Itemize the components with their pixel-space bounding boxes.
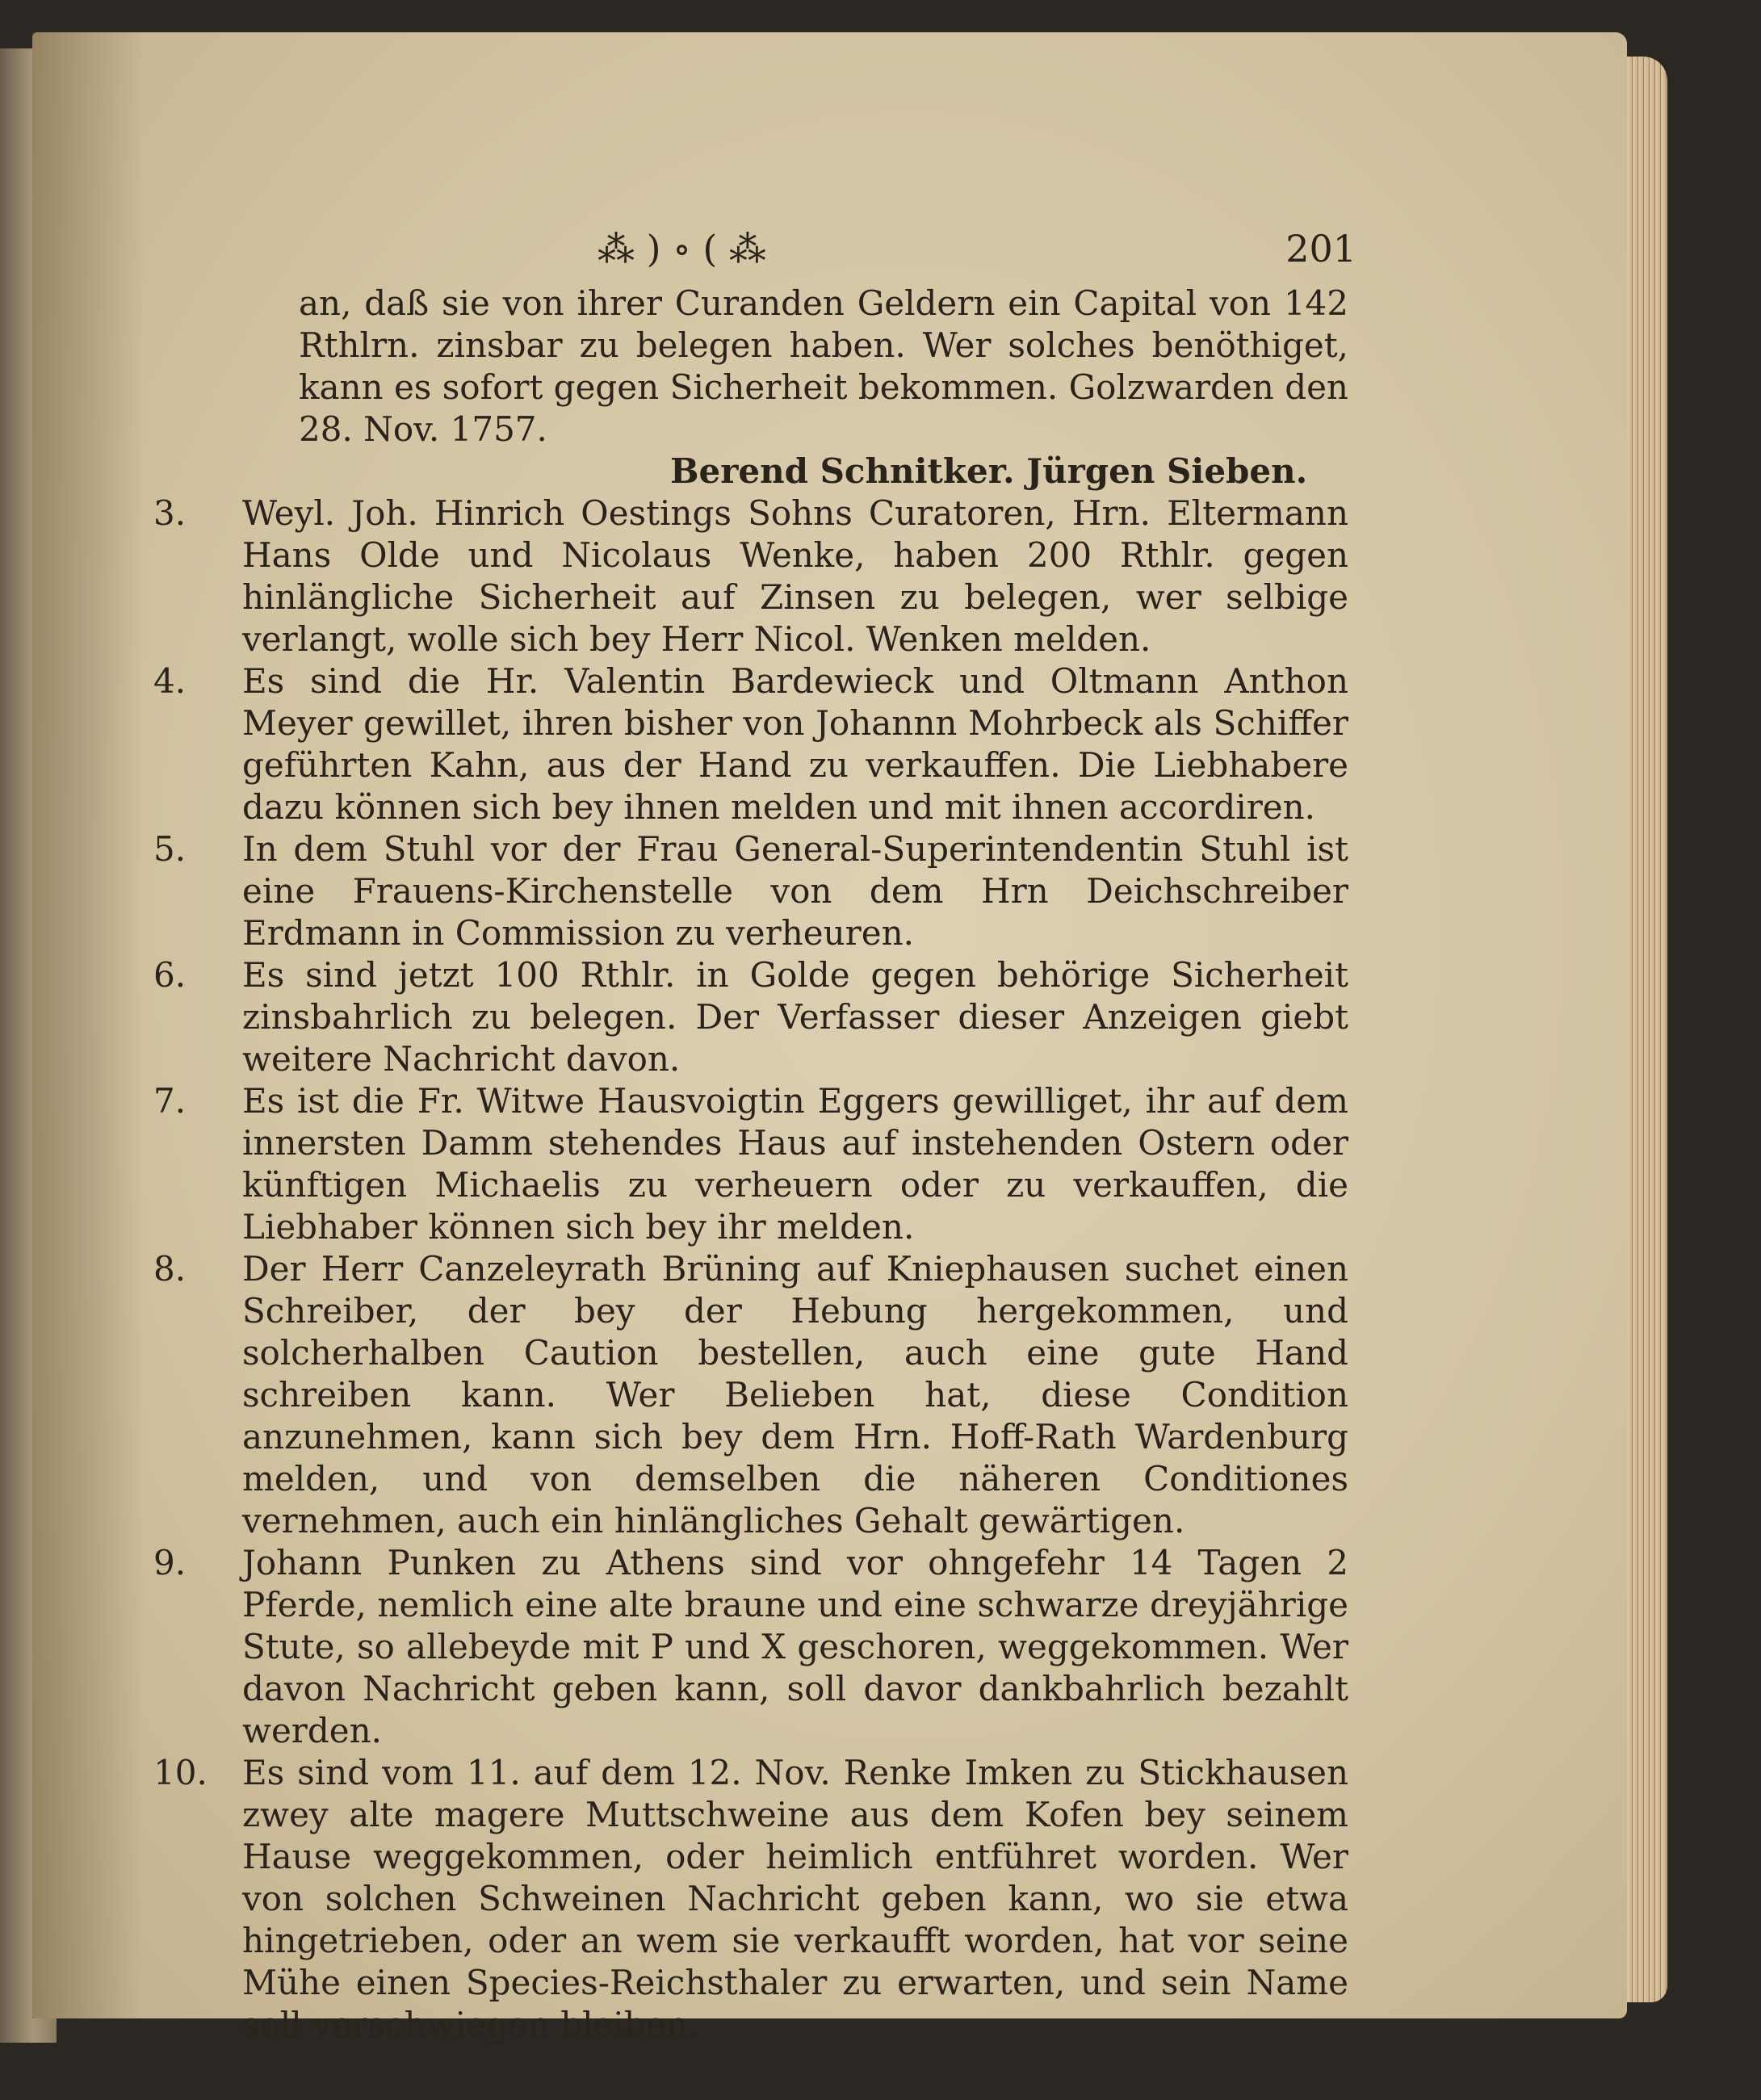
notice-entry bbox=[153, 1248, 1348, 1542]
entry-text: Der Herr Canzeleyrath Brüning auf Kniephausen suchet einen Schreiber, der bey der Hebung hergekommen, und solcherhalben Caution bestellen, auch eine gute Hand schreiben kann. Wer Belieben hat, diese Condition anzunehmen, kann sich bey dem Hrn. Hoff-Rath Wardenburg melden, und von demselben die näheren Conditiones vernehmen, auch ein hinlängliches Gehalt gewärtigen. bbox=[242, 1249, 1348, 1540]
entry-text: In dem Stuhl vor der Frau General-Superintendentin Stuhl ist eine Frauens-Kirchenstelle von dem Hrn Deichschreiber Erdmann in Commission zu verheuren. bbox=[242, 829, 1348, 953]
entry-text: Es sind jetzt 100 Rthlr. in Golde gegen behörige Sicherheit zinsbahrlich zu belegen. Der Verfasser dieser Anzeigen giebt weitere Nachricht davon. bbox=[242, 955, 1348, 1079]
entry-number: 9. bbox=[153, 1543, 187, 1582]
notice-entry bbox=[153, 1752, 1348, 2046]
notice-entry bbox=[153, 1542, 1348, 1752]
entry-number: 10. bbox=[153, 1753, 208, 1792]
entry-text: Es ist die Fr. Witwe Hausvoigtin Eggers gewilliget, ihr auf dem innersten Damm stehendes Haus auf instehenden Ostern oder künftigen Michaelis zu verheuern oder zu verkauffen, die Liebhaber können sich bey ihr melden. bbox=[242, 1081, 1348, 1247]
entry-number: 6. bbox=[153, 955, 187, 995]
entry-text: Weyl. Joh. Hinrich Oestings Sohns Curatoren, Hrn. Eltermann Hans Olde und Nicolaus Wenke, haben 200 Rthlr. gegen hinlängliche Sicherheit auf Zinsen zu belegen, wer selbige verlangt, wolle sich bey Herr Nicol. Wenken melden. bbox=[242, 493, 1348, 659]
notice-entry bbox=[153, 660, 1348, 828]
notice-entry bbox=[153, 1080, 1348, 1248]
notice-entry bbox=[153, 493, 1348, 660]
header-ornament: ⁂ ) ∘ ( ⁂ bbox=[597, 227, 766, 270]
entry-text: Es sind die Hr. Valentin Bardewieck und Oltmann Anthon Meyer gewillet, ihren bisher von Johannn Mohrbeck als Schiffer geführten Kahn, aus der Hand zu verkauffen. Die Liebhabere dazu können sich bey ihnen melden und mit ihnen accordiren. bbox=[242, 661, 1348, 827]
notice-entry bbox=[153, 954, 1348, 1080]
notice-entry bbox=[153, 828, 1348, 954]
page-text bbox=[153, 283, 1348, 2046]
entry-text: Es sind vom 11. auf dem 12. Nov. Renke Imken zu Stickhausen zwey alte magere Muttschweine aus dem Kofen bey seinem Hause weggekommen, oder heimlich entführet worden. Wer von solchen Schweinen Nachricht geben kann, wo sie etwa hingetrieben, oder an wem sie verkaufft worden, hat vor seine Mühe einen Species-Reichsthaler zu erwarten, und sein Name soll verschwiegen bleiben. bbox=[242, 1753, 1348, 2044]
entry-number: 7. bbox=[153, 1081, 187, 1121]
page-number: 201 bbox=[1285, 227, 1356, 270]
entry-text: Johann Punken zu Athens sind vor ohngefehr 14 Tagen 2 Pferde, nemlich eine alte braune und eine schwarze dreyjährige Stute, so allebeyde mit P und X geschoren, weggekommen. Wer davon Nachricht geben kann, soll davor dankbahrlich bezahlt werden. bbox=[242, 1543, 1348, 1750]
page-header bbox=[597, 224, 1356, 273]
entry-number: 3. bbox=[153, 493, 187, 533]
entry-number: 5. bbox=[153, 829, 187, 869]
entry-number: 4. bbox=[153, 661, 187, 701]
intro-paragraph: an, daß sie von ihrer Curanden Geldern ein Capital von 142 Rthlrn. zinsbar zu belegen haben. Wer solches benöthiget, kann es sofort gegen Sicherheit bekommen. Golzwarden den 28. Nov. 1757. bbox=[299, 283, 1348, 449]
intro-signature: Berend Schnitker. Jürgen Sieben. bbox=[670, 451, 1308, 491]
entry-number: 8. bbox=[153, 1249, 187, 1289]
page-gutter-shadow bbox=[32, 32, 145, 2018]
